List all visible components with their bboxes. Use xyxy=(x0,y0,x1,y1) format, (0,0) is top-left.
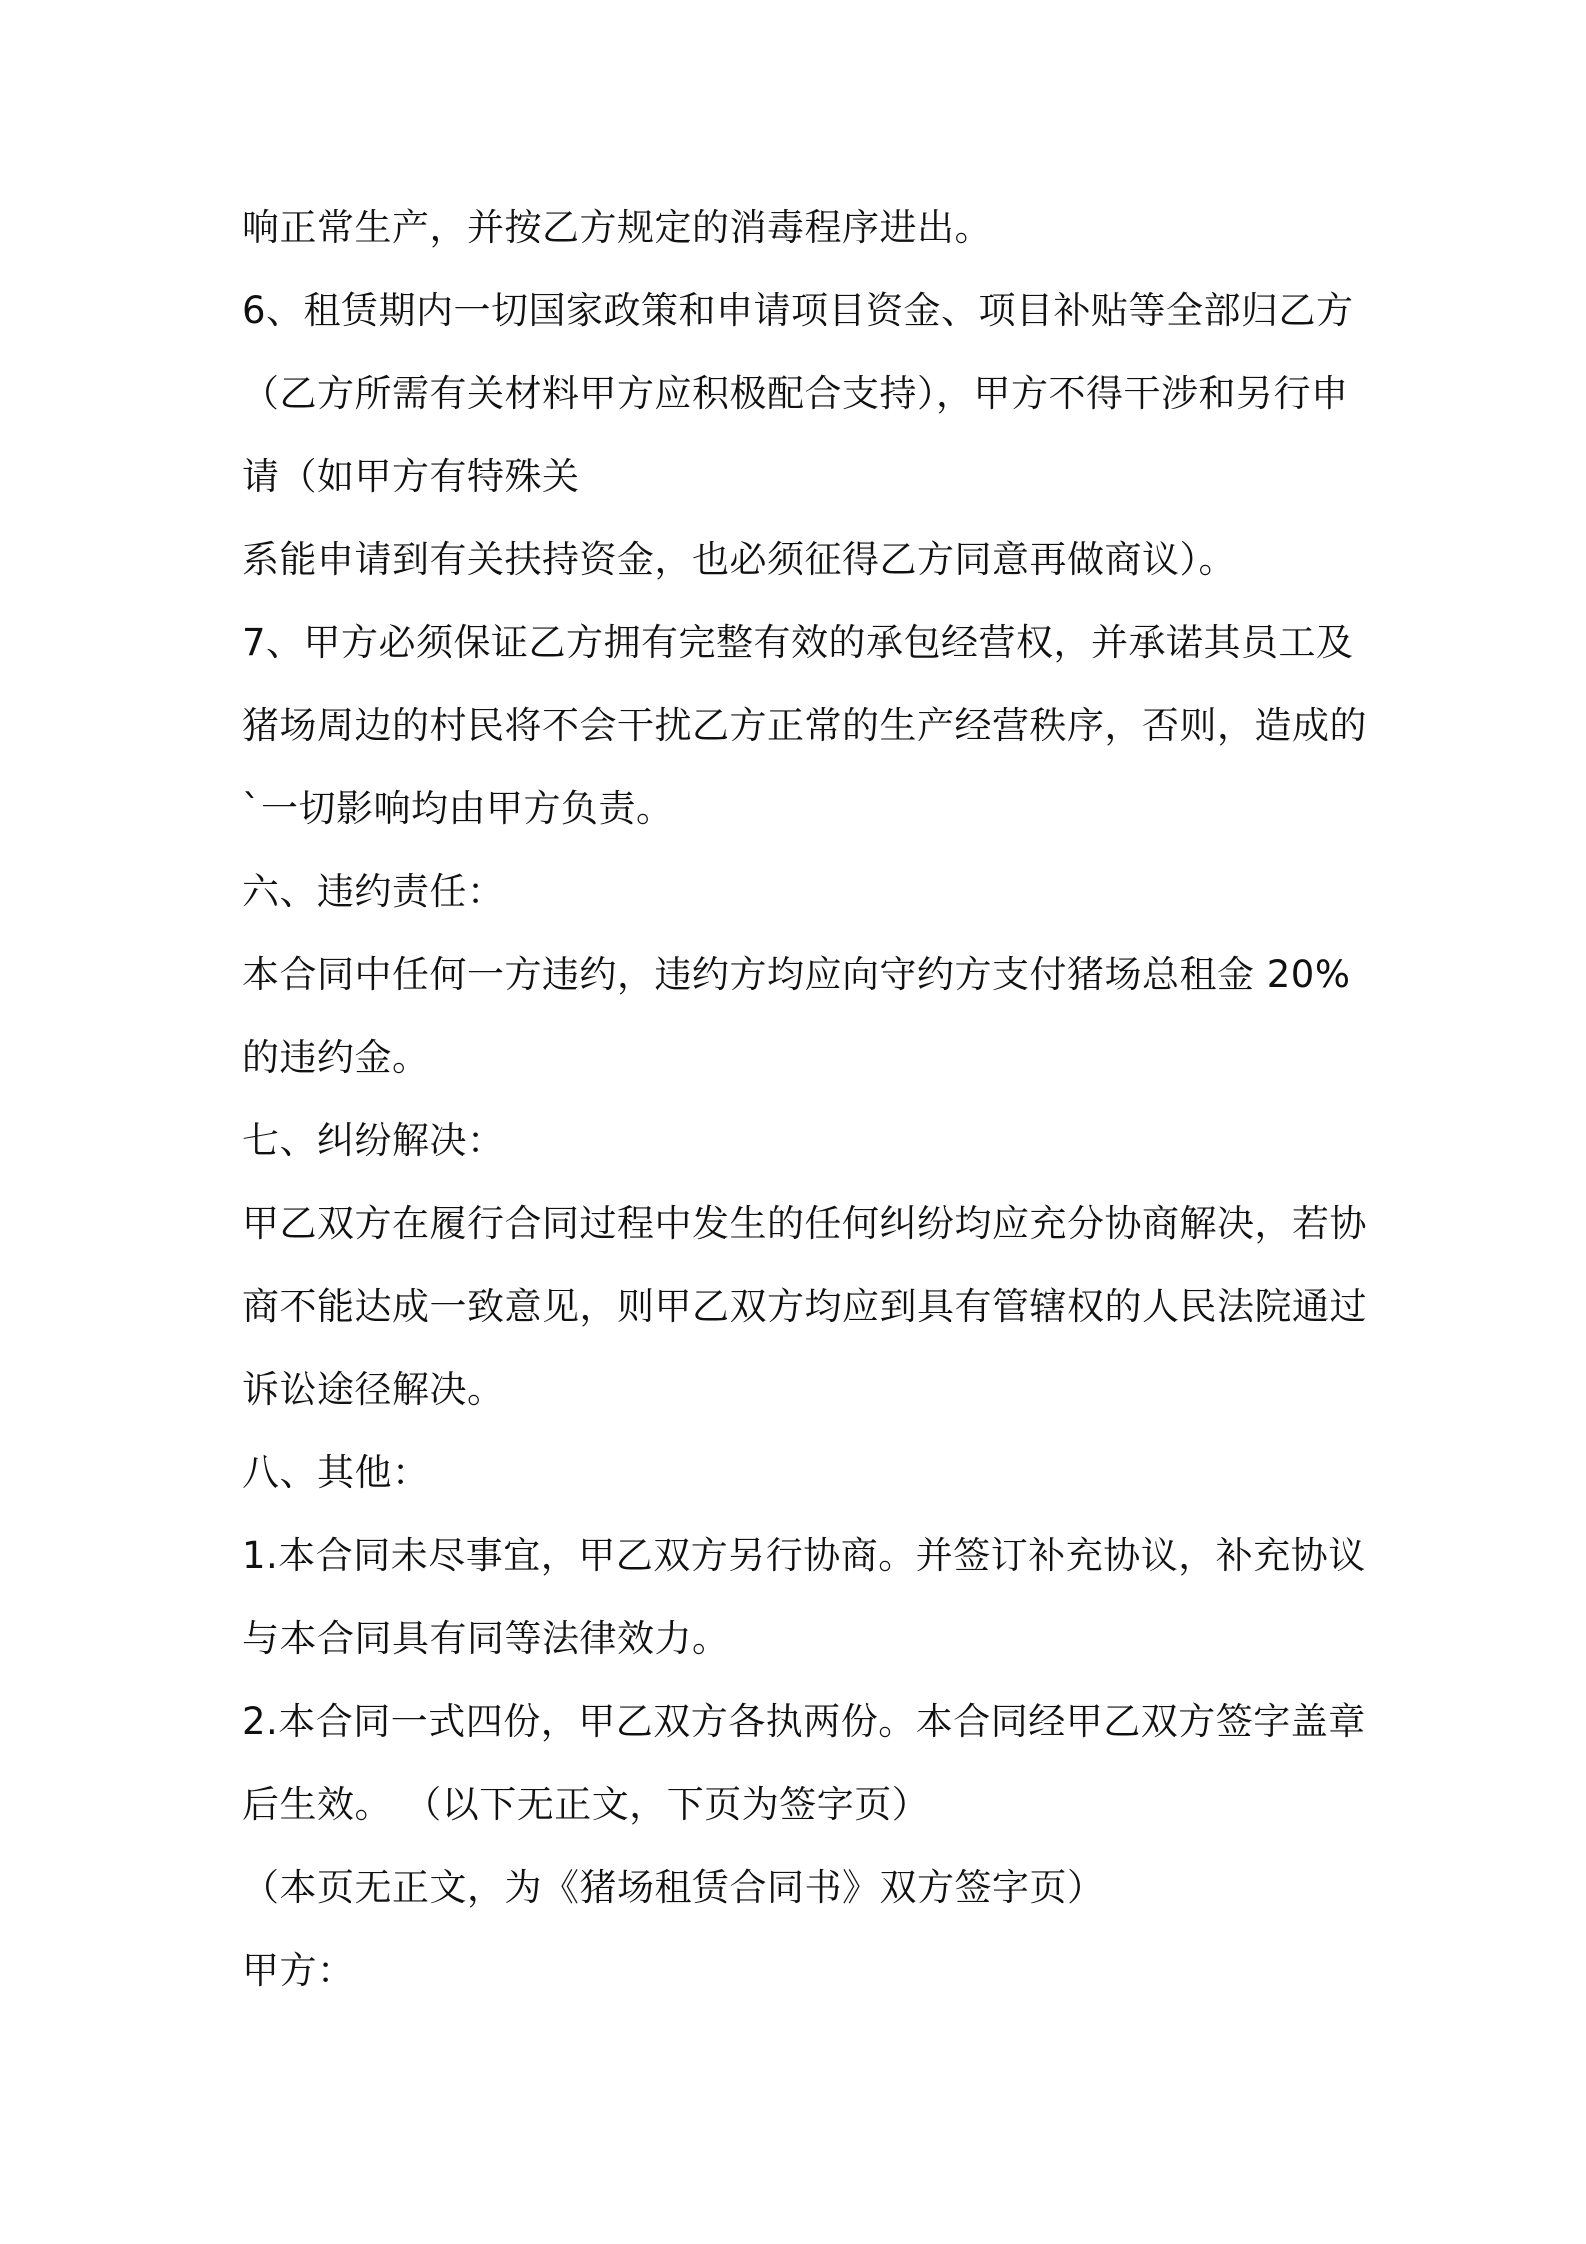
text-line: 诉讼途径解决。 xyxy=(242,1368,505,1411)
text-line: 与本合同具有同等法律效力。 xyxy=(242,1617,730,1660)
text-line: （乙方所需有关材料甲方应积极配合支持），甲方不得干涉和另行申 xyxy=(242,372,1349,415)
clause-6-line: 6、租赁期内一切国家政策和申请项目资金、项目补贴等全部归乙方 xyxy=(242,289,1354,332)
text-line: 后生效。 （以下无正文，下页为签字页） xyxy=(242,1783,930,1826)
signature-page-note: （本页无正文，为《猪场租赁合同书》双方签字页） xyxy=(242,1866,1105,1909)
text-line: 系能申请到有关扶持资金，也必须征得乙方同意再做商议）。 xyxy=(242,538,1236,581)
text-line: `一切影响均由甲方负责。 xyxy=(242,787,674,830)
text-line: 响正常生产，并按乙方规定的消毒程序进出。 xyxy=(242,206,992,249)
party-a-label: 甲方： xyxy=(242,1949,355,1992)
text-line: 的违约金。 xyxy=(242,1036,430,1079)
section-heading-other: 八、其他： xyxy=(242,1451,430,1494)
text-line: 甲乙双方在履行合同过程中发生的任何纠纷均应充分协商解决，若协 xyxy=(242,1202,1367,1245)
text-line: 1.本合同未尽事宜，甲乙双方另行协商。并签订补充协议，补充协议 xyxy=(242,1534,1366,1577)
text-line: 2.本合同一式四份，甲乙双方各执两份。本合同经甲乙双方签字盖章 xyxy=(242,1700,1366,1743)
text-line: 本合同中任何一方违约，违约方均应向守约方支付猪场总租金 20% xyxy=(242,953,1351,996)
section-heading-dispute: 七、纠纷解决： xyxy=(242,1119,505,1162)
text-line: 猪场周边的村民将不会干扰乙方正常的生产经营秩序，否则，造成的 xyxy=(242,704,1367,747)
text-line: 请（如甲方有特殊关 xyxy=(242,455,580,498)
text-line: 商不能达成一致意见，则甲乙双方均应到具有管辖权的人民法院通过 xyxy=(242,1285,1367,1328)
section-heading-breach: 六、违约责任： xyxy=(242,870,505,913)
clause-7-line: 7、甲方必须保证乙方拥有完整有效的承包经营权，并承诺其员工及 xyxy=(242,621,1354,664)
